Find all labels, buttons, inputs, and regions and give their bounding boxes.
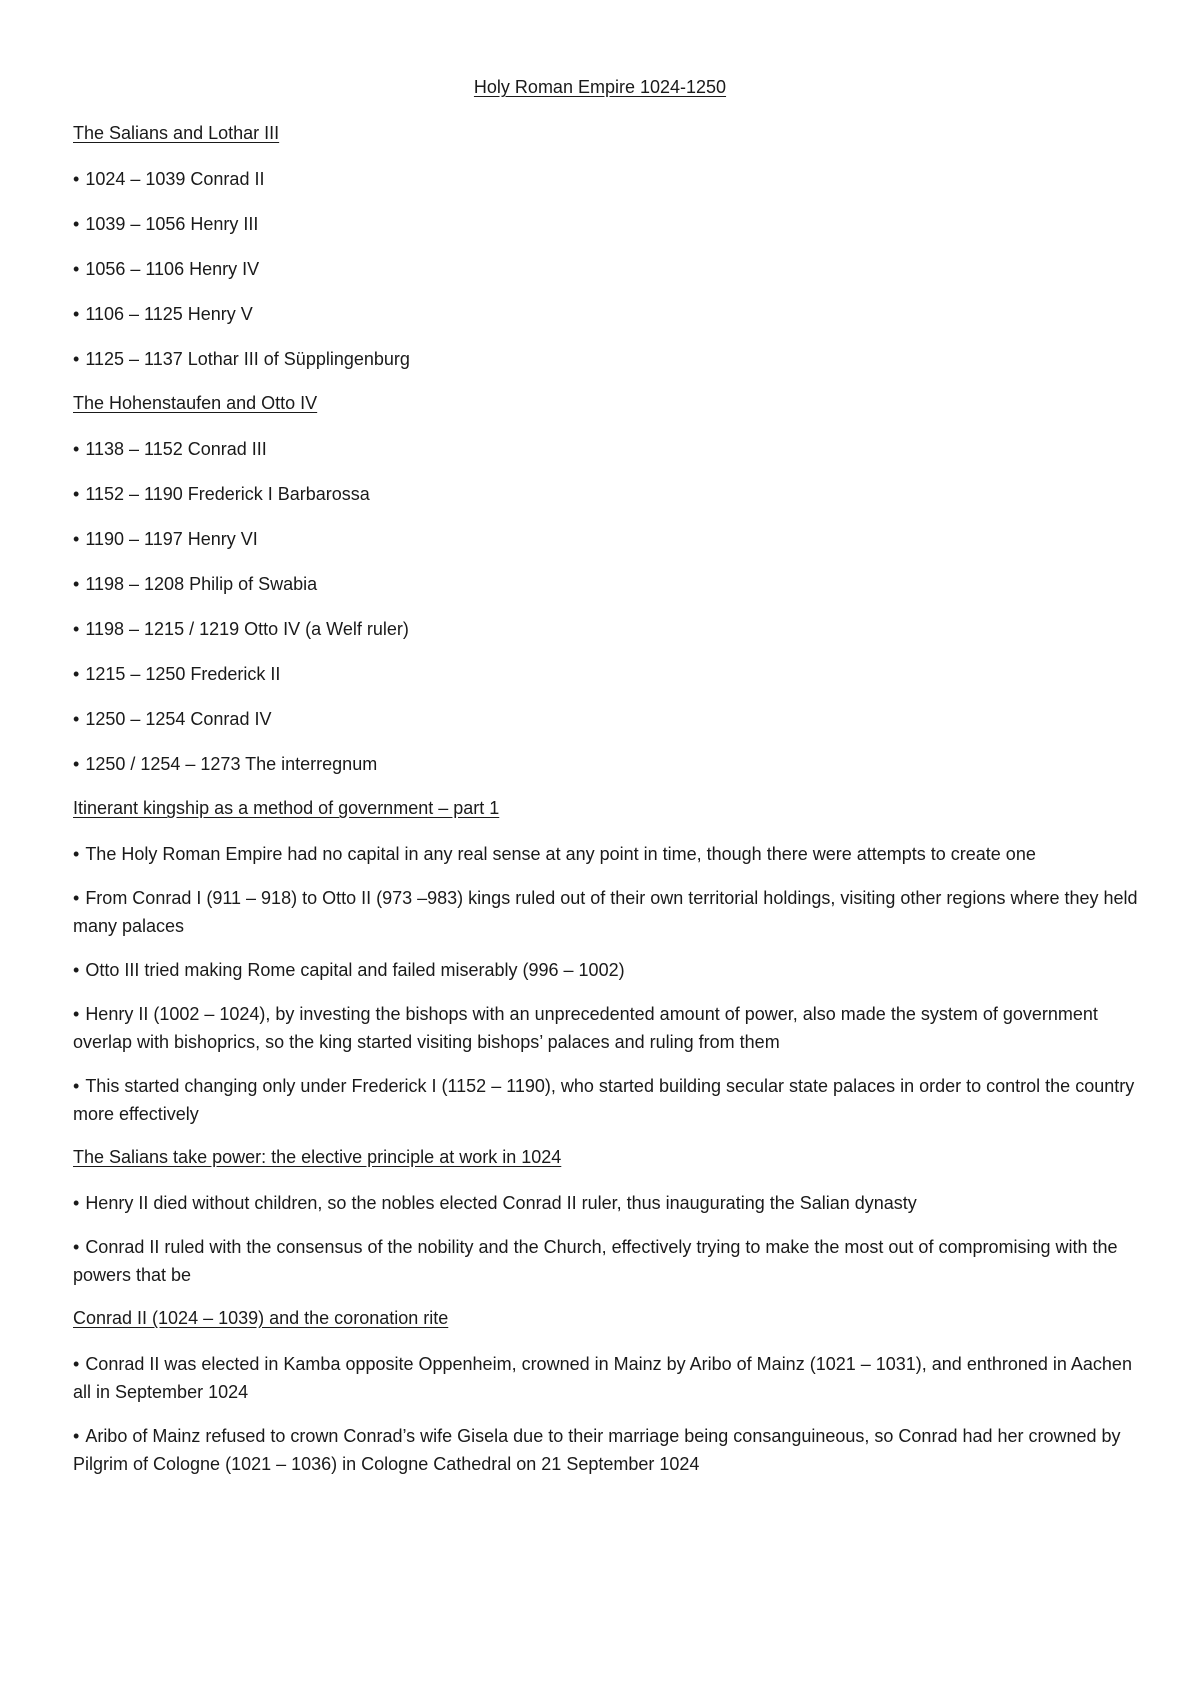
bullet-icon: • bbox=[73, 754, 80, 774]
bullet-icon: • bbox=[73, 664, 80, 684]
paragraph: • From Conrad I (911 – 918) to Otto II (973 –983) kings ruled out of their own territorial holdings, visiting other regions where they held many palaces bbox=[73, 888, 1138, 936]
list-item: • 1039 – 1056 Henry III bbox=[73, 214, 259, 234]
paragraph: • The Holy Roman Empire had no capital in any real sense at any point in time, though there were attempts to create one bbox=[73, 844, 1036, 864]
section-heading-conrad-coronation: Conrad II (1024 – 1039) and the coronation rite bbox=[73, 1308, 449, 1328]
list-item: • 1198 – 1215 / 1219 Otto IV (a Welf ruler) bbox=[73, 619, 409, 639]
bullet-icon: • bbox=[73, 960, 80, 980]
bullet-icon: • bbox=[73, 1237, 80, 1257]
bullet-icon: • bbox=[73, 1426, 80, 1446]
list-item: • 1138 – 1152 Conrad III bbox=[73, 439, 267, 459]
bullet-icon: • bbox=[73, 574, 80, 594]
list-item: • 1106 – 1125 Henry V bbox=[73, 304, 253, 324]
bullet-icon: • bbox=[73, 304, 80, 324]
page-title: Holy Roman Empire 1024-1250 bbox=[473, 77, 727, 97]
section-heading-itinerant-kingship: Itinerant kingship as a method of government – part 1 bbox=[73, 798, 500, 818]
bullet-icon: • bbox=[73, 1193, 80, 1213]
paragraph: • Henry II died without children, so the nobles elected Conrad II ruler, thus inaugurating the Salian dynasty bbox=[73, 1193, 917, 1213]
bullet-icon: • bbox=[73, 844, 80, 864]
bullet-icon: • bbox=[73, 169, 80, 189]
bullet-icon: • bbox=[73, 1076, 80, 1096]
bullet-icon: • bbox=[73, 349, 80, 369]
bullet-icon: • bbox=[73, 439, 80, 459]
list-item: • 1125 – 1137 Lothar III of Süpplingenburg bbox=[73, 349, 410, 369]
paragraph: • Henry II (1002 – 1024), by investing the bishops with an unprecedented amount of power, also made the system of government overlap with bishoprics, so the king started visiting bishops’ palaces and ruling from them bbox=[73, 1004, 1098, 1052]
section-heading-hohenstaufen: The Hohenstaufen and Otto IV bbox=[73, 393, 318, 413]
list-item: • 1250 – 1254 Conrad IV bbox=[73, 709, 272, 729]
bullet-icon: • bbox=[73, 888, 80, 908]
bullet-icon: • bbox=[73, 1004, 80, 1024]
bullet-icon: • bbox=[73, 619, 80, 639]
section-heading-salians-take-power: The Salians take power: the elective principle at work in 1024 bbox=[73, 1147, 562, 1167]
paragraph: • Aribo of Mainz refused to crown Conrad’s wife Gisela due to their marriage being consanguineous, so Conrad had her crowned by Pilgrim of Cologne (1021 – 1036) in Cologne Cathedral on 21 September 1024 bbox=[73, 1426, 1121, 1474]
bullet-icon: • bbox=[73, 214, 80, 234]
bullet-icon: • bbox=[73, 484, 80, 504]
bullet-icon: • bbox=[73, 259, 80, 279]
document-body bbox=[73, 120, 1143, 1494]
list-item: • 1152 – 1190 Frederick I Barbarossa bbox=[73, 484, 370, 504]
paragraph: • Conrad II ruled with the consensus of the nobility and the Church, effectively trying to make the most out of compromising with the powers that be bbox=[73, 1237, 1118, 1285]
list-item: • 1215 – 1250 Frederick II bbox=[73, 664, 281, 684]
list-item: • 1190 – 1197 Henry VI bbox=[73, 529, 258, 549]
list-item: • 1024 – 1039 Conrad II bbox=[73, 169, 265, 189]
paragraph: • This started changing only under Frederick I (1152 – 1190), who started building secular state palaces in order to control the country more effectively bbox=[73, 1076, 1135, 1124]
paragraph: • Otto III tried making Rome capital and failed miserably (996 – 1002) bbox=[73, 960, 625, 980]
section-heading-salians: The Salians and Lothar III bbox=[73, 123, 280, 143]
bullet-icon: • bbox=[73, 529, 80, 549]
list-item: • 1198 – 1208 Philip of Swabia bbox=[73, 574, 318, 594]
bullet-icon: • bbox=[73, 709, 80, 729]
bullet-icon: • bbox=[73, 1354, 80, 1374]
paragraph: • Conrad II was elected in Kamba opposite Oppenheim, crowned in Mainz by Aribo of Mainz (1021 – 1031), and enthroned in Aachen all in September 1024 bbox=[73, 1354, 1132, 1402]
list-item: • 1250 / 1254 – 1273 The interregnum bbox=[73, 754, 378, 774]
list-item: • 1056 – 1106 Henry IV bbox=[73, 259, 260, 279]
